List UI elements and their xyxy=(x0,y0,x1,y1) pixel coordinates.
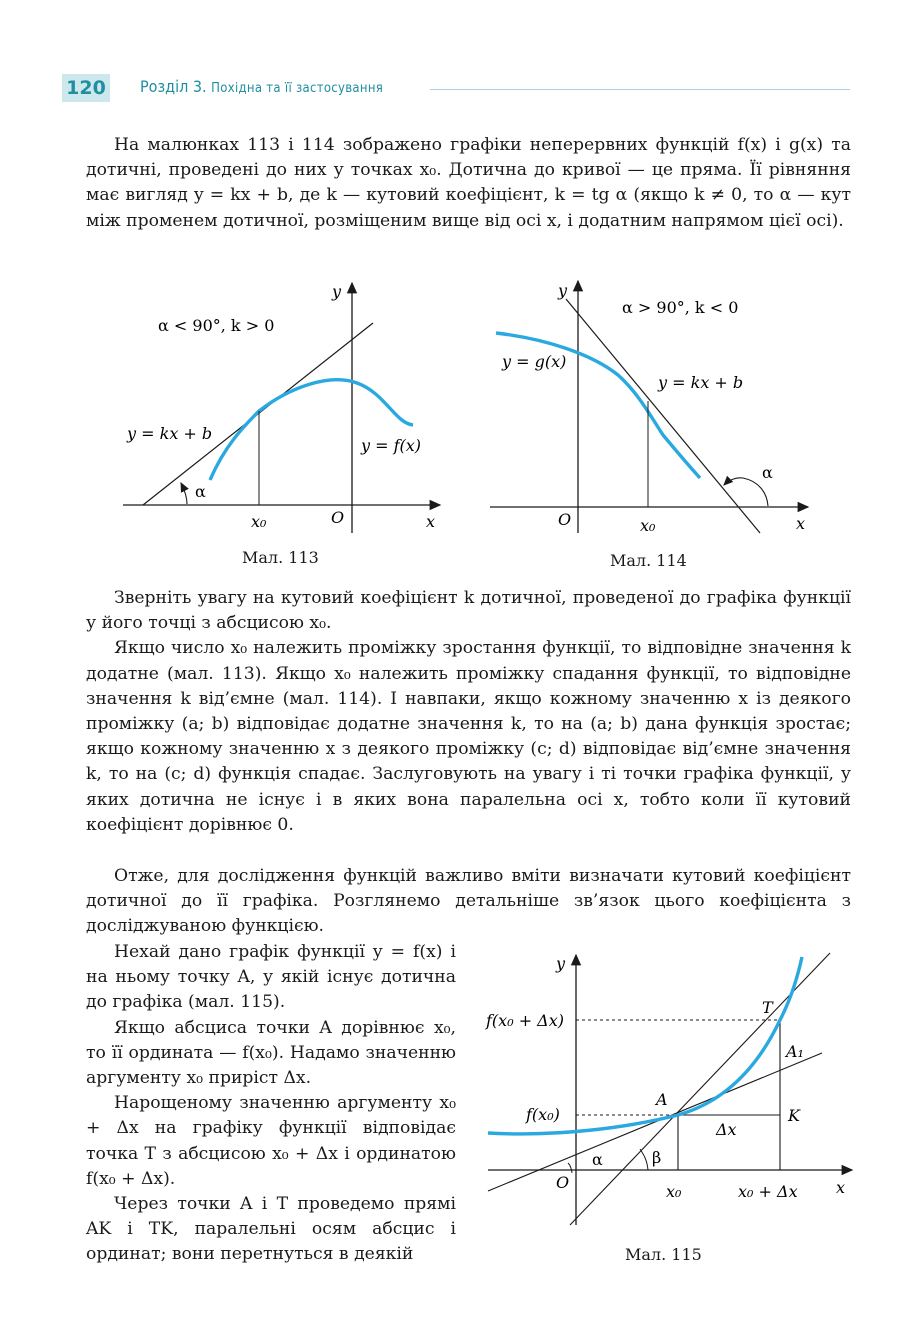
x-axis-label: x xyxy=(796,514,806,533)
chapter-title xyxy=(140,77,383,96)
beta-label: β xyxy=(652,1148,662,1167)
f-x0-label: f(x₀) xyxy=(526,1105,560,1124)
running-header xyxy=(62,74,852,104)
tangent-line xyxy=(566,299,760,533)
point-A-label: A xyxy=(656,1090,668,1109)
slope-note: Зверніть увагу на кутовий коефіцієнт k дотичної, проведеної до графіка функції у його точці з абсцисою x₀. xyxy=(86,588,851,634)
y-axis-label: y xyxy=(556,954,566,973)
condition-label: α < 90°, k > 0 xyxy=(158,316,275,335)
beta-arc xyxy=(640,1149,648,1170)
figure-115 xyxy=(480,945,860,1235)
angle-label: α xyxy=(195,482,206,501)
x0-dx-label: x₀ + Δx xyxy=(738,1182,798,1201)
construction-p3: Нарощеному значенню аргументу x₀ + Δx на графіку функції відповідає точка T з абсцисою x₀ + Δx і ординатою f(x₀ + Δx). xyxy=(86,1093,456,1189)
tangent-label: y = kx + b xyxy=(658,373,744,392)
curve-f xyxy=(210,380,413,480)
construction-p4: Через точки A і T проведемо прямі AK і TK, паралельні осям абсцис і ординат; вони перетнуться в деякій xyxy=(86,1194,456,1265)
construction-paragraphs xyxy=(86,940,456,1268)
y-axis-label: y xyxy=(332,282,342,301)
origin-label: O xyxy=(558,510,572,529)
chapter-name: Похідна та її застосування xyxy=(211,81,384,96)
curve-label: y = f(x) xyxy=(361,436,422,455)
conclusion-paragraph: Отже, для дослідження функцій важливо вміти визначати кутовий коефіцієнт дотичної до її графіка. Розглянемо детальніше зв’язок цього коефіцієнта з досліджуваною функцією. xyxy=(86,866,851,937)
slope-sign-rule: Якщо число x₀ належить проміжку зростання функції, то відповідне значення k додатне (мал. 113). Якщо x₀ належить проміжку спадання функції, то відповідне значення k від’ємне (мал. 114). І навпаки, якщо кожному значенню x із деякого проміжку (a; b) відповідає додатне значення k, то на (a; b) дана функція зростає; якщо кожному значенню x з деякого проміжку (c; d) відповідає від’ємне значення k, то на (c; d) функція спадає. Заслуговують на увагу і ті точки графіка функції, у яких дотична не існує і в яких вона паралельна осі x, тобто коли її кутовий коефіцієнт дорівнює 0. xyxy=(86,638,851,835)
caption-114: Мал. 114 xyxy=(610,551,687,570)
angle-arc xyxy=(724,478,768,506)
x0-label: x₀ xyxy=(640,516,656,535)
x0-label: x₀ xyxy=(666,1182,682,1201)
condition-label: α > 90°, k < 0 xyxy=(622,298,739,317)
origin-label: O xyxy=(331,508,345,527)
construction-p1: Нехай дано графік функції y = f(x) і на ньому точку A, у якій існує дотична до графіка (мал. 115). xyxy=(86,942,456,1013)
origin-label: O xyxy=(556,1173,570,1192)
caption-113: Мал. 113 xyxy=(242,548,319,567)
header-rule xyxy=(430,89,850,90)
x-axis-label: x xyxy=(836,1178,846,1197)
alpha-arc xyxy=(568,1163,572,1173)
f-x0-dx-label: f(x₀ + Δx) xyxy=(486,1011,564,1030)
page-number: 120 xyxy=(62,74,110,102)
curve-label: y = g(x) xyxy=(502,352,567,371)
point-K-label: K xyxy=(788,1106,800,1125)
angle-arc xyxy=(181,483,187,504)
figure-113 xyxy=(115,275,445,535)
point-A1-label: A₁ xyxy=(786,1042,804,1061)
chapter-number: Розділ 3. xyxy=(140,77,207,96)
point-T-label: T xyxy=(762,998,773,1017)
construction-p2: Якщо абсциса точки A дорівнює x₀, то її ордината — f(x₀). Надамо значенню аргументу x₀ приріст Δx. xyxy=(86,1017,456,1089)
angle-label: α xyxy=(762,463,773,482)
x0-label: x₀ xyxy=(251,512,267,531)
caption-115: Мал. 115 xyxy=(625,1245,702,1264)
alpha-label: α xyxy=(592,1150,603,1169)
y-axis-label: y xyxy=(558,281,568,300)
x-axis-label: x xyxy=(426,512,436,531)
intro-paragraph: На малюнках 113 і 114 зображено графіки неперервних функцій f(x) і g(x) та дотичні, проведені до них у точках x₀. Дотична до кривої — це пряма. Її рівняння має вигляд y = kx + b, де k — кутовий коефіцієнт, k = tg α (якщо k ≠ 0, то α — кут між променем дотичної, розміщеним вище від осі x, і додатним напрямом цієї осі). xyxy=(86,135,851,231)
slope-paragraphs xyxy=(86,586,851,838)
dx-label: Δx xyxy=(716,1120,737,1139)
figure-114 xyxy=(488,275,818,535)
tangent-label: y = kx + b xyxy=(127,424,213,443)
